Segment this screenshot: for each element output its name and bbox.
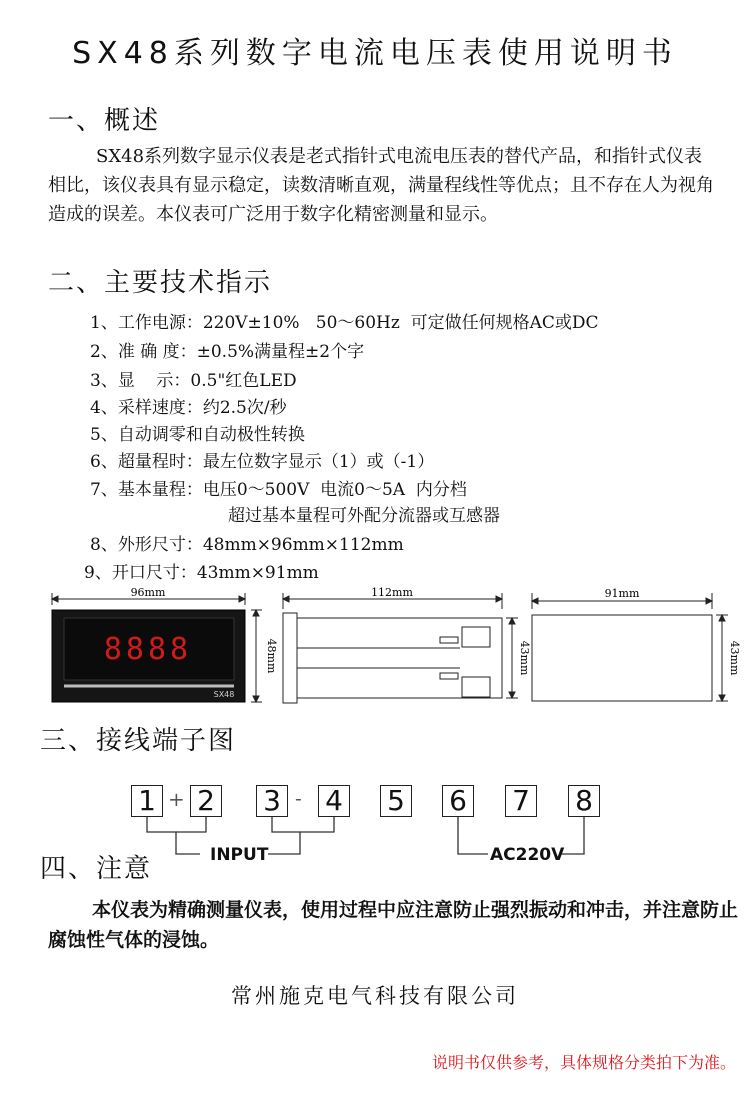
spec-item-8: 8、外形尺寸：48mm×96mm×112mm bbox=[90, 535, 404, 555]
side-view bbox=[283, 593, 518, 703]
disclaimer: 说明书仅供参考，具体规格分类拍下为准。 bbox=[431, 1053, 736, 1072]
led-display: 8888 bbox=[103, 632, 193, 667]
spec-item-9: 9、开口尺寸：43mm×91mm bbox=[84, 563, 319, 583]
notice-text: 本仪表为精确测量仪表，使用过程中应注意防止强烈振动和冲击，并注意防止腐蚀性气体的浸蚀。 bbox=[48, 899, 739, 951]
spec-item-4: 4、采样速度：约2.5次/秒 bbox=[90, 398, 287, 418]
power-label: AC220V bbox=[490, 845, 565, 865]
spec-item-7: 7、基本量程：电压0～500V 电流0～5A 内分档 bbox=[90, 480, 467, 500]
minus-sign: - bbox=[295, 786, 302, 810]
cutout-height-label: 43mm bbox=[728, 640, 741, 676]
terminal-2: 2 bbox=[190, 785, 222, 817]
cutout-width-label: 91mm bbox=[604, 587, 640, 600]
side-height-label: 43mm bbox=[518, 640, 531, 676]
terminal-3: 3 bbox=[256, 785, 288, 817]
side-depth-label: 112mm bbox=[371, 586, 413, 599]
terminal-1: 1 bbox=[131, 785, 163, 817]
cutout-view bbox=[532, 593, 728, 701]
wiring-heading: 三、接线端子图 bbox=[40, 726, 237, 756]
spec-item-1: 1、工作电源：220V±10% 50～60Hz 可定做任何规格AC或DC bbox=[90, 313, 599, 333]
input-label: INPUT bbox=[210, 845, 269, 865]
spec-item-3: 3、显 示：0.5"红色LED bbox=[90, 371, 297, 391]
overview-text: SX48系列数字显示仪表是老式指针式电流电压表的替代产品，和指针式仪表相比，该仪表具有显示稳定，读数清晰直观，满量程线性等优点；且不存在人为视角造成的误差。本仪表可广泛用于数字化精密测量和显示。 bbox=[48, 146, 714, 225]
document-title: SX48系列数字电流电压表使用说明书 bbox=[72, 36, 678, 71]
spec-item-2: 2、准 确 度：±0.5%满量程±2个字 bbox=[90, 342, 365, 362]
overview-heading: 一、概述 bbox=[48, 106, 161, 136]
front-width-label: 96mm bbox=[130, 586, 166, 599]
terminal-7: 7 bbox=[505, 785, 537, 817]
dimension-diagram bbox=[0, 585, 750, 715]
notice-heading: 四、注意 bbox=[40, 854, 153, 884]
terminal-8: 8 bbox=[568, 785, 600, 817]
terminal-6: 6 bbox=[442, 785, 474, 817]
front-height-label: 48mm bbox=[265, 638, 278, 674]
terminal-5: 5 bbox=[380, 785, 412, 817]
spec-item-7-sub: 超过基本量程可外配分流器或互感器 bbox=[228, 506, 500, 526]
spec-item-5: 5、自动调零和自动极性转换 bbox=[90, 425, 305, 445]
spec-item-6: 6、超量程时：最左位数字显示（1）或（-1） bbox=[90, 452, 435, 472]
plus-sign: + bbox=[168, 787, 185, 811]
company-name: 常州施克电气科技有限公司 bbox=[231, 984, 519, 1008]
specs-heading: 二、主要技术指示 bbox=[48, 268, 273, 298]
terminal-4: 4 bbox=[318, 785, 350, 817]
model-badge: SX48 bbox=[213, 690, 235, 699]
